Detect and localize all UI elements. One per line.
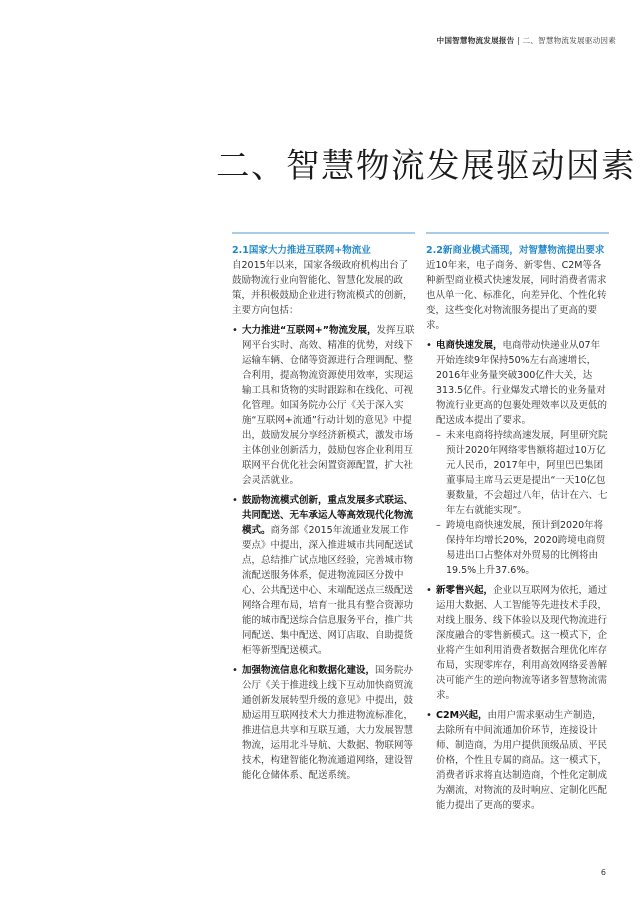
right-column-rule bbox=[426, 232, 609, 234]
section-intro: 自2015年以来，国家各级政府机构出台了鼓励物流行业向智能化、智慧化发展的政策，并积极鼓励企业进行物流模式的创新，主要方向包括： bbox=[232, 260, 413, 316]
sub-list-item: – 跨境电商快速发展，预计到2020年将保持年均增长20%，2020跨境电商贸易进出口占整体对外贸易的比例将由19.5%上升37.6%。 bbox=[436, 518, 609, 578]
section-intro: 近10年来，电子商务、新零售、C2M等各种新型商业模式快速发展，同时消费者需求也从单一化、标准化，向差异化、个性化转变，这些变化对物流服务提出了更高的要求。 bbox=[426, 260, 607, 331]
list-item bbox=[232, 493, 415, 658]
section-title-2-1: 2.1国家大力推进互联网+物流业 bbox=[232, 245, 371, 256]
list-item bbox=[426, 583, 609, 703]
bullet-lead: 加强物流信息化和数据化建设， bbox=[242, 665, 376, 676]
bullet-text: 企业以互联网为依托，通过运用大数据、人工智能等先进技术手段，对线上服务、线下体验以及现代物流进行深度融合的零售新模式。这一模式下，企业将产生如利用消费者数据合理优化库存布局，实现零库存，利用高效网络妥善解决可能产生的逆向物流等诸多智慧物流需求。 bbox=[436, 585, 608, 701]
bullet-text: 由用户需求驱动生产制造，去除所有中间流通加价环节，连接设计师、制造商，为用户提供顶级品质、平民价格，个性且专属的商品。这一模式下，消费者诉求将直达制造商，个性化定制成为潮流，对物流的及时响应、定制化匹配能力提出了更高的要求。 bbox=[436, 710, 608, 811]
bullet-text: 商务部《2015年流通业发展工作要点》中提出，深入推进城市共同配送试点，总结推广试点地区经验，完善城市物流配送服务体系，促进物流园区分拨中心、公共配送中心、末端配送点三级配送网络合理布局，培育一批具有整合资源功能的城市配送综合信息服务平台，推广共同配送、集中配送、网订店取、自助提货柜等新型配送模式。 bbox=[242, 525, 414, 656]
left-column bbox=[232, 243, 415, 783]
bullet-lead: C2M兴起， bbox=[436, 710, 488, 721]
bullet-text: 国务院办公厅《关于推进线上线下互动加快商贸流通创新发展转型升级的意见》中提出，鼓励运用互联网技术大力推进物流标准化，推进信息共享和互联互通，大力发展智慧物流，运用北斗导航、大数据、物联网等技术，构建智能化物流通道网络，建设智能化仓储体系、配送系统。 bbox=[242, 665, 414, 781]
sub-list bbox=[436, 428, 609, 578]
page-title: 二、智慧物流发展驱动因素 bbox=[216, 146, 636, 185]
bullet-text: 发挥互联网平台实时、高效、精准的优势，对线下运输车辆、仓储等资源进行合理调配、整合利用，提高物流资源使用效率，实现运输工具和货物的实时跟踪和在线化、可视化管理。如国务院办公厅《关于深入实施“互联网+流通”行动计划的意见》中提出，鼓励发展分享经济新模式，激发市场主体创业创新活力，鼓励包容企业利用互联网平台优化社会闲置资源配置，扩大社会灵活就业。 bbox=[242, 325, 415, 486]
report-title: 中国智慧物流发展报告 bbox=[436, 36, 515, 45]
bullet-lead: 鼓励物流模式创新，重点发展多式联运、共同配送、无车承运人等高效现代化物流模式。 bbox=[242, 495, 414, 536]
list-item bbox=[232, 663, 415, 783]
bullet-lead: 新零售兴起， bbox=[436, 585, 494, 596]
sub-list-item: – 未来电商将持续高速发展，阿里研究院预计2020年网络零售额将超过10万亿元人民币，2017年中，阿里巴巴集团董事局主席马云更是提出“一天10亿包裹数量，不会超过八年，估计在六、七年左右就能实现”。 bbox=[436, 428, 609, 518]
section-title-2-2: 2.2新商业模式涌现，对智慧物流提出要求 bbox=[426, 245, 605, 256]
list-item bbox=[232, 323, 415, 488]
running-header bbox=[437, 35, 616, 46]
list-item bbox=[426, 708, 609, 813]
bullet-list bbox=[232, 323, 415, 783]
left-column-rule bbox=[232, 232, 415, 234]
header-chapter: 二、智慧物流发展驱动因素 bbox=[522, 36, 616, 45]
bullet-list bbox=[426, 338, 609, 813]
bullet-lead: 电商快速发展， bbox=[436, 340, 503, 351]
right-column bbox=[426, 243, 609, 813]
list-item bbox=[426, 338, 609, 578]
bullet-lead: 大力推进“互联网+”物流发展， bbox=[242, 325, 377, 336]
header-separator: | bbox=[514, 36, 523, 45]
bullet-text: 电商带动快递业从07年开始连续9年保持50%左右高速增长，2016年业务量突破300亿件大关，达313.5亿件。行业爆发式增长的业务量对物流行业更高的包裹处理效率以及更低的配送成本提出了要求。 bbox=[436, 340, 608, 426]
page-number: 6 bbox=[600, 868, 606, 877]
